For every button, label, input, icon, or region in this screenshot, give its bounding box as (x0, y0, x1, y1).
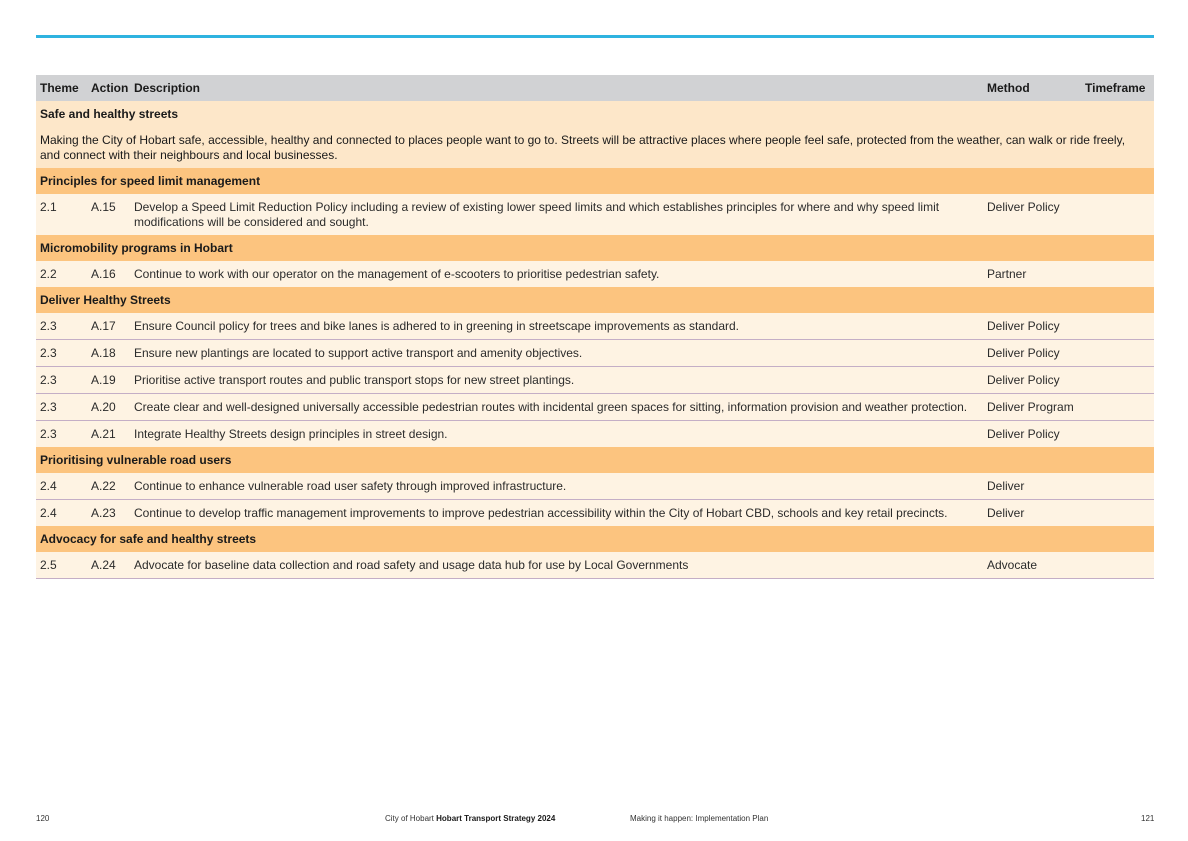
row-theme-number: 2.4 (36, 500, 91, 527)
table-row (36, 421, 1154, 448)
section-header-row (36, 168, 1154, 194)
theme-intro: Making the City of Hobart safe, accessible, healthy and connected to places people want to go to. Streets will be attractive places where people feel safe, protected from the weather, can walk or ride freely, and connect with their neighbours and local businesses. (36, 127, 1154, 168)
row-theme-number: 2.3 (36, 394, 91, 421)
table-row (36, 394, 1154, 421)
row-action-id: A.24 (91, 552, 134, 579)
table-row (36, 261, 1154, 287)
row-theme-number: 2.3 (36, 421, 91, 448)
row-theme-number: 2.4 (36, 473, 91, 500)
row-timeframe (1085, 367, 1154, 394)
row-method: Deliver Policy (987, 313, 1085, 340)
implementation-table (36, 75, 1154, 579)
row-description: Continue to work with our operator on the management of e-scooters to prioritise pedestrian safety. (134, 261, 987, 287)
row-method: Deliver Policy (987, 194, 1085, 235)
row-theme-number: 2.1 (36, 194, 91, 235)
column-header-timeframe: Timeframe (1085, 75, 1154, 101)
section-header-row (36, 526, 1154, 552)
row-theme-number: 2.3 (36, 340, 91, 367)
theme-intro-row (36, 127, 1154, 168)
row-description: Prioritise active transport routes and public transport stops for new street plantings. (134, 367, 987, 394)
section-header-row (36, 287, 1154, 313)
footer-publisher: City of Hobart (385, 814, 434, 823)
row-action-id: A.22 (91, 473, 134, 500)
table-header-row (36, 75, 1154, 101)
column-header-method: Method (987, 75, 1085, 101)
row-description: Continue to enhance vulnerable road user safety through improved infrastructure. (134, 473, 987, 500)
row-timeframe (1085, 194, 1154, 235)
row-description: Ensure new plantings are located to support active transport and amenity objectives. (134, 340, 987, 367)
row-description: Advocate for baseline data collection and road safety and usage data hub for use by Local Governments (134, 552, 987, 579)
row-action-id: A.17 (91, 313, 134, 340)
section-title: Prioritising vulnerable road users (36, 447, 1154, 473)
row-action-id: A.19 (91, 367, 134, 394)
row-theme-number: 2.5 (36, 552, 91, 579)
table-row (36, 313, 1154, 340)
table-row (36, 367, 1154, 394)
row-timeframe (1085, 473, 1154, 500)
table-row (36, 500, 1154, 527)
row-theme-number: 2.3 (36, 313, 91, 340)
footer-chapter: Making it happen: Implementation Plan (630, 814, 769, 823)
row-theme-number: 2.2 (36, 261, 91, 287)
row-timeframe (1085, 261, 1154, 287)
row-method: Deliver Policy (987, 340, 1085, 367)
row-action-id: A.21 (91, 421, 134, 448)
row-method: Deliver Policy (987, 367, 1085, 394)
footer-document-name: Hobart Transport Strategy 2024 (436, 814, 556, 823)
row-timeframe (1085, 313, 1154, 340)
section-title: Micromobility programs in Hobart (36, 235, 1154, 261)
table-body (36, 101, 1154, 579)
table-row (36, 194, 1154, 235)
row-description: Integrate Healthy Streets design principles in street design. (134, 421, 987, 448)
column-header-theme: Theme (36, 75, 91, 101)
section-title: Advocacy for safe and healthy streets (36, 526, 1154, 552)
row-action-id: A.16 (91, 261, 134, 287)
column-header-action: Action (91, 75, 134, 101)
row-timeframe (1085, 552, 1154, 579)
row-method: Deliver (987, 500, 1085, 527)
footer-left-page-number: 120 (36, 814, 50, 823)
row-timeframe (1085, 421, 1154, 448)
footer-document-title (385, 814, 555, 823)
section-title: Deliver Healthy Streets (36, 287, 1154, 313)
section-header-row (36, 235, 1154, 261)
theme-title: Safe and healthy streets (36, 101, 1154, 127)
row-method: Partner (987, 261, 1085, 287)
row-description: Create clear and well-designed universally accessible pedestrian routes with incidental green spaces for sitting, information provision and weather protection. (134, 394, 987, 421)
row-action-id: A.18 (91, 340, 134, 367)
row-timeframe (1085, 500, 1154, 527)
row-method: Deliver Program (987, 394, 1085, 421)
row-action-id: A.15 (91, 194, 134, 235)
table-row (36, 552, 1154, 579)
top-rule (36, 35, 1154, 38)
section-title: Principles for speed limit management (36, 168, 1154, 194)
row-timeframe (1085, 340, 1154, 367)
row-method: Deliver (987, 473, 1085, 500)
row-timeframe (1085, 394, 1154, 421)
row-description: Continue to develop traffic management improvements to improve pedestrian accessibility within the City of Hobart CBD, schools and key retail precincts. (134, 500, 987, 527)
footer-right-page-number: 121 (1141, 814, 1155, 823)
row-description: Ensure Council policy for trees and bike lanes is adhered to in greening in streetscape improvements as standard. (134, 313, 987, 340)
row-action-id: A.23 (91, 500, 134, 527)
row-action-id: A.20 (91, 394, 134, 421)
table-row (36, 473, 1154, 500)
table-row (36, 340, 1154, 367)
theme-title-row (36, 101, 1154, 127)
row-method: Advocate (987, 552, 1085, 579)
section-header-row (36, 447, 1154, 473)
column-header-description: Description (134, 75, 987, 101)
row-description: Develop a Speed Limit Reduction Policy including a review of existing lower speed limits and which establishes principles for where and why speed limit modifications will be considered and sought. (134, 194, 987, 235)
row-method: Deliver Policy (987, 421, 1085, 448)
row-theme-number: 2.3 (36, 367, 91, 394)
